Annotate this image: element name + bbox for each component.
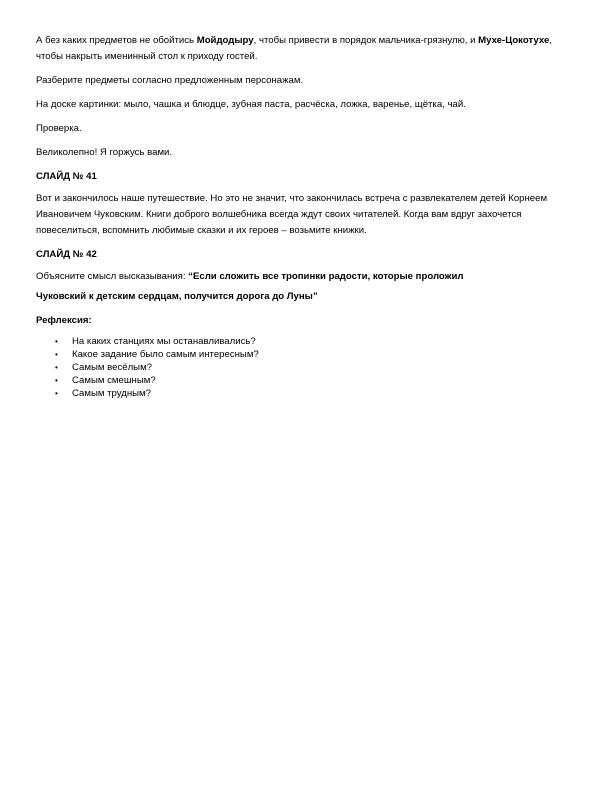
text-span: , чтобы привести в порядок мальчика-грязнулю, и [253,35,479,46]
paragraph-check: Проверка. [36,123,82,134]
quote-text-part-2: Чуковский к детским сердцам, получится дорога до Луны” [36,291,318,302]
reflection-heading: Рефлексия: [36,315,92,326]
list-item-text: Самым смешным? [72,375,156,386]
document-page [36,33,556,400]
list-item-text: Самым весёлым? [72,362,153,373]
text-span: А без каких предметов не обойтись [36,35,197,46]
bullet-icon: • [55,376,58,385]
character-name-moidodyr: Мойдодыру [196,35,254,46]
list-item [36,387,556,400]
list-item-text: Какое задание было самым интересным? [72,349,259,360]
slide-42-quote-line-1 [36,269,556,285]
list-item-text: На каких станциях мы останавливались? [72,336,256,347]
paragraph-board-pictures: На доске картинки: мыло, чашка и блюдце, зубная паста, расчёска, ложка, варенье, щётка, чай. [36,99,466,110]
character-name-mukha-tsokotukha: Мухе-Цокотухе [478,35,550,46]
quote-text-part-1: “Если сложить все тропинки радости, которые проложил [188,271,464,282]
reflection-list [36,335,556,400]
list-item [36,374,556,387]
list-item [36,335,556,348]
list-item-text: Самым трудным? [72,388,151,399]
bullet-icon: • [55,389,58,398]
list-item [36,361,556,374]
list-item [36,348,556,361]
bullet-icon: • [55,337,58,346]
slide-42-quote-line-2 [36,289,556,305]
slide-42-intro: Объясните смысл высказывания: [36,271,189,282]
bullet-icon: • [55,363,58,372]
text-span: , чтобы накрыть именинный стол к приходу гостей. [36,35,552,62]
paragraph-sort-items: Разберите предметы согласно предложенным персонажам. [36,75,304,86]
slide-41-heading: СЛАЙД № 41 [36,171,97,182]
paragraph-items-question [36,33,556,65]
paragraph-praise: Великолепно! Я горжусь вами. [36,147,173,158]
slide-41-text: Вот и закончилось наше путешествие. Но это не значит, что закончилась встреча с развлекателем детей Корнеем Ивановичем Чуковским. Книги доброго волшебника всегда ждут своих читателей. Когда вам вдруг захочется повеселиться, вспомнить любимые сказки и их героев – возьмите книжки. [36,193,548,236]
slide-42-heading: СЛАЙД № 42 [36,249,97,260]
bullet-icon: • [55,350,58,359]
